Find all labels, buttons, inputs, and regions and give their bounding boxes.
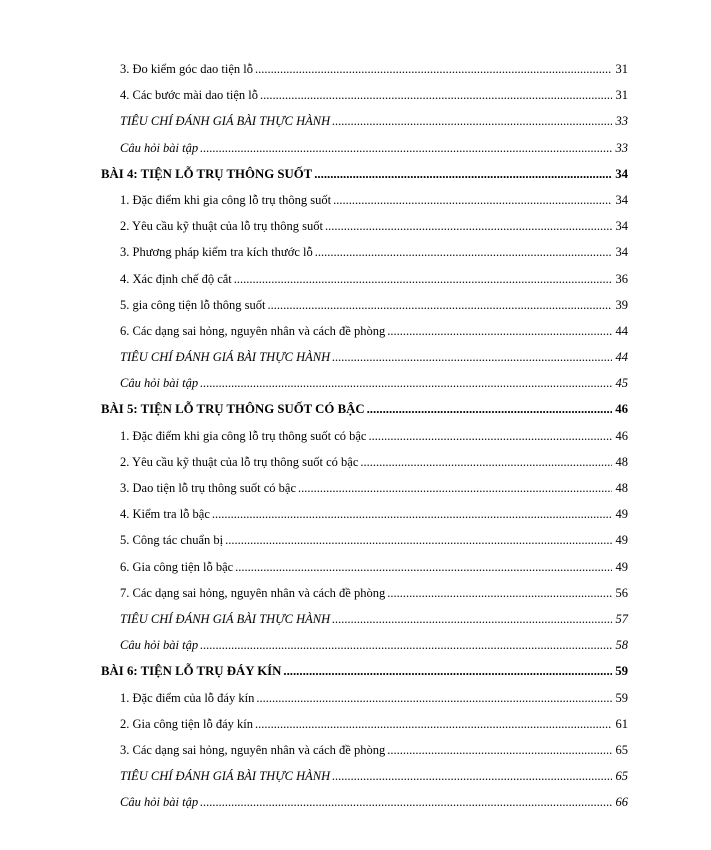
toc-entry-title: 4. Các bước mài dao tiện lỗ — [120, 88, 259, 103]
toc-page-number: 31 — [615, 62, 628, 76]
toc-entry-line — [120, 114, 628, 129]
toc-page-number: 49 — [615, 533, 628, 548]
toc-entry-line — [120, 481, 628, 496]
toc-entry-title: 1. Đặc điểm khi gia công lỗ trụ thông suốt — [120, 192, 332, 207]
toc-entry-line — [120, 429, 628, 444]
toc-entry[interactable] — [0, 503, 711, 529]
toc-entry-title: BÀI 5: TIỆN LỖ TRỤ THÔNG SUỐT CÓ BẬC — [101, 402, 365, 417]
toc-chapter-entry[interactable] — [0, 660, 711, 686]
toc-entry-title: 3. Phương pháp kiểm tra kích thước lỗ — [120, 245, 313, 260]
toc-entry-line — [120, 638, 628, 653]
dot-leader — [367, 402, 612, 417]
toc-entry[interactable] — [0, 372, 711, 398]
dot-leader — [200, 638, 612, 653]
toc-page-number: 31 — [615, 88, 628, 103]
toc-entry-line — [120, 272, 628, 287]
toc-entry-line — [120, 691, 628, 706]
toc-entry-title: TIÊU CHÍ ĐÁNH GIÁ BÀI THỰC HÀNH — [120, 611, 331, 626]
dot-leader — [234, 272, 612, 287]
toc-page-number: 49 — [615, 507, 628, 522]
toc-page-number: 33 — [615, 140, 628, 155]
toc-entry-line — [120, 324, 628, 339]
toc-entry-title: 3. Các dạng sai hỏng, nguyên nhân và cách đề phòng — [120, 742, 386, 757]
toc-page-number: 34 — [615, 245, 628, 260]
table-of-contents — [0, 58, 711, 817]
toc-entry-line — [120, 769, 628, 784]
toc-page-number: 48 — [615, 481, 628, 495]
toc-entry[interactable] — [0, 320, 711, 346]
toc-page-number: 34 — [615, 219, 628, 234]
dot-leader — [225, 533, 612, 548]
dot-leader — [387, 324, 612, 339]
toc-entry-line — [120, 350, 628, 365]
dot-leader — [255, 717, 612, 732]
toc-page-number: 59 — [615, 664, 628, 679]
toc-page-number: 48 — [615, 454, 628, 469]
toc-entry[interactable] — [0, 215, 711, 241]
toc-entry[interactable] — [0, 608, 711, 634]
toc-entry[interactable] — [0, 451, 711, 477]
dot-leader — [283, 664, 612, 679]
toc-entry-title: TIÊU CHÍ ĐÁNH GIÁ BÀI THỰC HÀNH — [120, 114, 331, 129]
dot-leader — [212, 507, 612, 522]
toc-entry[interactable] — [0, 58, 711, 84]
toc-entry-line — [120, 507, 628, 522]
toc-entry-title: 3. Dao tiện lỗ trụ thông suốt có bậc — [120, 481, 297, 495]
toc-entry-title: 6. Các dạng sai hỏng, nguyên nhân và cách đề phòng — [120, 323, 386, 338]
toc-entry-line — [120, 586, 628, 601]
toc-entry-title: 2. Yêu cầu kỹ thuật của lỗ trụ thông suốt có bậc — [120, 454, 359, 469]
toc-page-number: 44 — [615, 350, 628, 365]
toc-entry[interactable] — [0, 582, 711, 608]
toc-page-number: 66 — [615, 795, 628, 810]
dot-leader — [360, 455, 612, 470]
toc-page-number: 45 — [615, 376, 628, 391]
toc-entry-title: TIÊU CHÍ ĐÁNH GIÁ BÀI THỰC HÀNH — [120, 350, 331, 365]
dot-leader — [387, 743, 612, 758]
dot-leader — [315, 245, 612, 260]
toc-entry-title: 5. gia công tiện lỗ thông suốt — [120, 297, 266, 312]
toc-entry-title: 2. Yêu cầu kỹ thuật của lỗ trụ thông suốt — [120, 219, 323, 234]
toc-entry-title: Câu hỏi bài tập — [120, 376, 199, 391]
toc-page-number: 58 — [615, 638, 628, 653]
dot-leader — [200, 141, 612, 156]
toc-entry-line — [120, 743, 628, 758]
toc-page-number: 46 — [615, 402, 628, 417]
toc-page-number: 49 — [615, 559, 628, 574]
toc-page-number: 65 — [615, 769, 628, 784]
toc-page-number: 56 — [615, 585, 628, 600]
dot-leader — [260, 88, 612, 103]
toc-entry[interactable] — [0, 791, 711, 817]
dot-leader — [368, 429, 612, 444]
dot-leader — [235, 560, 612, 575]
toc-entry-title: 7. Các dạng sai hỏng, nguyên nhân và cách đề phòng — [120, 585, 386, 600]
toc-entry-line — [120, 717, 628, 732]
toc-entry[interactable] — [0, 346, 711, 372]
dot-leader — [200, 376, 612, 391]
toc-entry-line — [120, 612, 628, 627]
toc-entry-title: 5. Công tác chuẩn bị — [120, 533, 224, 548]
toc-entry-title: BÀI 4: TIỆN LỖ TRỤ THÔNG SUỐT — [101, 166, 313, 181]
toc-entry-title: BÀI 6: TIỆN LỖ TRỤ ĐÁY KÍN — [101, 664, 282, 679]
toc-entry-line — [101, 402, 628, 417]
toc-entry[interactable] — [0, 241, 711, 267]
toc-page-number: 57 — [615, 611, 628, 626]
toc-entry-line — [120, 795, 628, 810]
toc-entry-line — [120, 533, 628, 548]
toc-entry-line — [120, 62, 628, 77]
toc-entry-line — [101, 664, 628, 679]
toc-entry-title: 1. Đặc điểm của lỗ đáy kín — [120, 690, 255, 705]
toc-entry[interactable] — [0, 84, 711, 110]
toc-page-number: 61 — [615, 716, 628, 731]
toc-entry[interactable] — [0, 765, 711, 791]
toc-entry[interactable] — [0, 556, 711, 582]
dot-leader — [325, 219, 612, 234]
toc-entry-title: 4. Xác định chế độ cắt — [120, 271, 232, 286]
toc-page-number: 59 — [615, 690, 628, 705]
toc-entry-title: 2. Gia công tiện lỗ đáy kín — [120, 716, 253, 731]
toc-page-number: 33 — [615, 114, 628, 129]
toc-entry[interactable] — [0, 189, 711, 215]
toc-page-number: 46 — [615, 428, 628, 443]
toc-entry-line — [120, 141, 628, 156]
toc-page-number: 44 — [615, 323, 628, 338]
dot-leader — [256, 691, 612, 706]
toc-entry-title: 6. Gia công tiện lỗ bậc — [120, 559, 234, 574]
toc-page-number: 36 — [615, 271, 628, 286]
toc-page-number: 39 — [615, 297, 628, 312]
toc-entry[interactable] — [0, 713, 711, 739]
dot-leader — [255, 62, 612, 77]
toc-entry-line — [120, 376, 628, 391]
dot-leader — [314, 167, 612, 182]
toc-entry[interactable] — [0, 110, 711, 136]
toc-entry-line — [120, 193, 628, 208]
toc-entry[interactable] — [0, 477, 711, 503]
dot-leader — [332, 114, 612, 129]
toc-entry[interactable] — [0, 425, 711, 451]
dot-leader — [267, 298, 612, 313]
toc-entry-line — [120, 560, 628, 575]
toc-entry[interactable] — [0, 634, 711, 660]
dot-leader — [332, 769, 612, 784]
dot-leader — [332, 612, 612, 627]
toc-chapter-entry[interactable] — [0, 163, 711, 189]
toc-entry[interactable] — [0, 268, 711, 294]
toc-entry-line — [120, 219, 628, 234]
toc-entry-line — [120, 455, 628, 470]
toc-entry-line — [120, 245, 628, 260]
toc-entry-title: 1. Đặc điểm khi gia công lỗ trụ thông suốt có bậc — [120, 428, 367, 443]
toc-entry[interactable] — [0, 739, 711, 765]
toc-entry[interactable] — [0, 687, 711, 713]
toc-entry-title: Câu hỏi bài tập — [120, 638, 199, 653]
toc-entry-line — [120, 88, 628, 103]
toc-entry-title: Câu hỏi bài tập — [120, 795, 199, 810]
toc-entry[interactable] — [0, 529, 711, 555]
toc-chapter-entry[interactable] — [0, 398, 711, 424]
toc-entry-title: 4. Kiểm tra lỗ bậc — [120, 507, 210, 522]
dot-leader — [333, 193, 612, 208]
dot-leader — [387, 586, 612, 601]
toc-entry-title: 3. Đo kiểm góc dao tiện lỗ — [120, 62, 253, 76]
toc-entry-line — [101, 167, 628, 182]
dot-leader — [298, 481, 612, 496]
toc-page-number: 34 — [615, 166, 628, 181]
dot-leader — [332, 350, 612, 365]
toc-entry[interactable] — [0, 137, 711, 163]
toc-entry-line — [120, 298, 628, 313]
toc-page-number: 65 — [615, 742, 628, 757]
toc-entry-title: TIÊU CHÍ ĐÁNH GIÁ BÀI THỰC HÀNH — [120, 769, 331, 784]
toc-entry[interactable] — [0, 294, 711, 320]
toc-entry-title: Câu hỏi bài tập — [120, 140, 199, 155]
toc-page-number: 34 — [615, 192, 628, 207]
dot-leader — [200, 795, 612, 810]
